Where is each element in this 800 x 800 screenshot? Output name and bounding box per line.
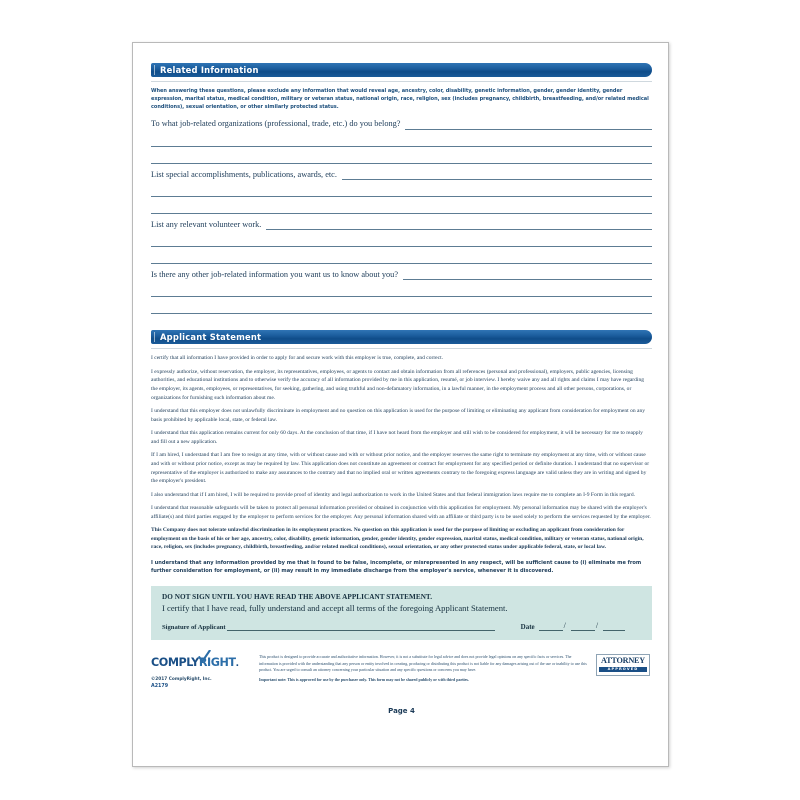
question-label-other-information: Is there any other job-related information you want us to know about you? xyxy=(151,270,398,280)
logo-wordmark xyxy=(151,656,239,669)
question-label-organizations: To what job-related organizations (professional, trade, etc.) do you belong? xyxy=(151,119,401,129)
answer-field-volunteer-work-line-1[interactable] xyxy=(266,221,652,230)
answer-field-organizations-line-3[interactable] xyxy=(151,155,652,164)
section-header-bar-related-information xyxy=(151,63,652,77)
question-row xyxy=(151,171,652,180)
signature-input[interactable] xyxy=(227,623,495,631)
section-divider xyxy=(151,348,652,349)
section-header-bar-applicant-statement xyxy=(151,330,652,344)
answer-field-accomplishments-line-2[interactable] xyxy=(151,188,652,197)
answer-field-other-information-line-3[interactable] xyxy=(151,305,652,314)
answer-field-other-information-line-1[interactable] xyxy=(403,271,652,280)
attorney-approved-block xyxy=(596,653,652,675)
applicant-statement-body xyxy=(151,354,652,575)
answer-field-other-information-line-2[interactable] xyxy=(151,288,652,297)
statement-paragraph: I certify that all information I have provided in order to apply for and secure work with this employer is true, complete, and correct. xyxy=(151,355,444,362)
answer-field-organizations-line-2[interactable] xyxy=(151,138,652,147)
date-year-input[interactable] xyxy=(603,623,625,631)
answer-field-volunteer-work-line-2[interactable] xyxy=(151,238,652,247)
statement-paragraph: I understand that reasonable safeguards will be taken to protect all personal information provided or obtained in conjunction with this application for employment. My personal information may be shared with the employer's affiliate(s) and third parties engaged by the employer to perform services for the employer. Any personal information shared with an affiliate or third party is to be used solely to perform the services requested by the employer. xyxy=(151,504,651,520)
signature-certification: I certify that I have read, fully understand and accept all terms of the foregoing Applicant Statement. xyxy=(162,603,508,614)
badge-subtitle: APPROVED xyxy=(599,667,647,673)
question-block-other-information xyxy=(151,271,652,314)
question-row xyxy=(151,221,652,230)
date-month-input[interactable] xyxy=(539,623,563,631)
answer-field-accomplishments-line-1[interactable] xyxy=(342,171,652,180)
statement-paragraph: I understand that this application remains current for only 60 days. At the conclusion of that time, if I have not heard from the employer and still wish to be considered for employment, it will be necessary for me to reapply and fill out a new application. xyxy=(151,430,643,445)
signature-line-row xyxy=(162,623,641,631)
statement-paragraph-falsification: I understand that any information provided by me that is found to be false, incomplete, or misrepresented in any respect, will be sufficient cause to (i) eliminate me from further consideration for employment, or (ii) may result in my immediate discharge from the employer's service, whenever it is discovered. xyxy=(151,559,642,575)
date-day-input[interactable] xyxy=(571,623,595,631)
section-applicant-statement xyxy=(151,330,652,575)
badge-title: ATTORNEY xyxy=(600,656,646,666)
question-row xyxy=(151,271,652,280)
complyright-logo xyxy=(151,654,239,670)
statement-paragraph: I expressly authorize, without reservation, the employer, its representatives, employees, or agents to contact and obtain information from all references (personal and professional), employers, public agencies, licensing authorities, and educational institutions and to otherwise verify the accuracy of all information provided by me in this application, resumé, or job interview. I hereby waive any and all rights and claims I may have regarding the employer, its agents, employees, or representatives, for seeking, gathering, and using truthful and non-defamatory information, in a lawful manner, in the employment process and all other persons, corporations, or organizations for furnishing such information about me. xyxy=(151,368,645,401)
statement-paragraph: I understand that this employer does not unlawfully discriminate in employment and no question on this application is used for the purpose of limiting or eliminating any applicant from consideration for employment on any basis prohibited by applicable local, state, or federal law. xyxy=(151,408,646,423)
related-information-note: When answering these questions, please exclude any information that would reveal age, ancestry, color, disability, genetic information, gender, gender identity, gender expression, marital status, medical condition, military or veteran status, national origin, race, religion, sex (includes pregnancy, childbirth, breastfeeding, and/or related medical conditions), sexual orientation, or other similarly protected status. xyxy=(151,88,649,111)
question-label-volunteer-work: List any relevant volunteer work. xyxy=(151,219,262,229)
disclaimer-block xyxy=(259,653,596,683)
date-label: Date xyxy=(520,623,535,632)
brand-logo-block xyxy=(151,653,259,690)
signature-warning: DO NOT SIGN UNTIL YOU HAVE READ THE ABOVE APPLICANT STATEMENT. xyxy=(162,593,433,602)
question-block-organizations xyxy=(151,120,652,163)
date-separator-2: / xyxy=(595,621,599,631)
section-related-information xyxy=(151,63,652,314)
question-block-volunteer-work xyxy=(151,221,652,264)
statement-paragraph: If I am hired, I understand that I am free to resign at any time, with or without cause and with or without prior notice, and the employer reserves the same right to terminate my employment at any time, with or without cause and with or without prior notice, except as may be required by law. This application does not constitute an agreement or contract for employment for any specified period or definite duration. I understand that no supervisor or representative of the employer is authorized to make any assurances to the contrary and that no implied oral or written agreements contrary to the foregoing express language are valid unless they are in writing and signed by the employer's president. xyxy=(151,452,650,485)
statement-paragraph-nondiscrimination: This Company does not tolerate unlawful discrimination in its employment practices. No question on this application is used for the purpose of limiting or excluding an applicant from consideration for employment on the basis of his or her age, ancestry, color, disability, genetic information, gender, gender identity, gender expression, marital status, medical condition, military or veteran status, national origin, race, religion, sex (includes pregnancy, childbirth, breastfeeding, and/or related medical conditions), sexual orientation, or any other protected status under applicable federal, state, or local law. xyxy=(151,526,644,551)
logo-text-primary: COMPLY xyxy=(151,656,199,670)
page-footer xyxy=(151,653,652,690)
document-page xyxy=(132,42,669,767)
section-title-related-information: Related Information xyxy=(160,64,259,75)
answer-field-organizations-line-1[interactable] xyxy=(405,121,652,130)
legal-disclaimer: This product is designed to provide accurate and authoritative information. However, it is not a substitute for legal advice and does not provide legal opinions on any specific facts or services. The information is provided with the understanding that any person or entity involved in creating, producing or distributing this product is not liable for any damages arising out of the use or inability to use this product. You are urged to consult an attorney concerning your particular situation and any specific questions or concerns you may have. xyxy=(259,654,587,673)
attorney-approved-badge xyxy=(596,654,650,675)
important-note: Important note: This is approved for use by the purchaser only. This form may not be shared publicly or with third parties. xyxy=(259,676,469,682)
section-divider xyxy=(151,81,652,82)
section-title-applicant-statement: Applicant Statement xyxy=(160,332,262,343)
date-separator-1: / xyxy=(563,621,566,631)
question-block-accomplishments xyxy=(151,171,652,214)
question-row xyxy=(151,120,652,129)
copyright-text: ©2017 ComplyRight, Inc. xyxy=(151,677,212,683)
question-label-accomplishments: List special accomplishments, publications, awards, etc. xyxy=(151,169,337,179)
signature-label: Signature of Applicant xyxy=(162,623,226,631)
page-content xyxy=(151,63,652,715)
logo-text-secondary: RIGHT xyxy=(198,656,236,670)
answer-field-volunteer-work-line-3[interactable] xyxy=(151,255,652,264)
statement-paragraph: I also understand that if I am hired, I will be required to provide proof of identity and legal authorization to work in the United States and that federal immigration laws require me to complete an I-9 Form in this regard. xyxy=(151,491,635,498)
page-number: Page 4 xyxy=(388,707,415,716)
logo-trademark: . xyxy=(235,659,239,670)
signature-block xyxy=(151,586,652,640)
answer-field-accomplishments-line-3[interactable] xyxy=(151,205,652,214)
sku-code: A2179 xyxy=(151,683,169,689)
